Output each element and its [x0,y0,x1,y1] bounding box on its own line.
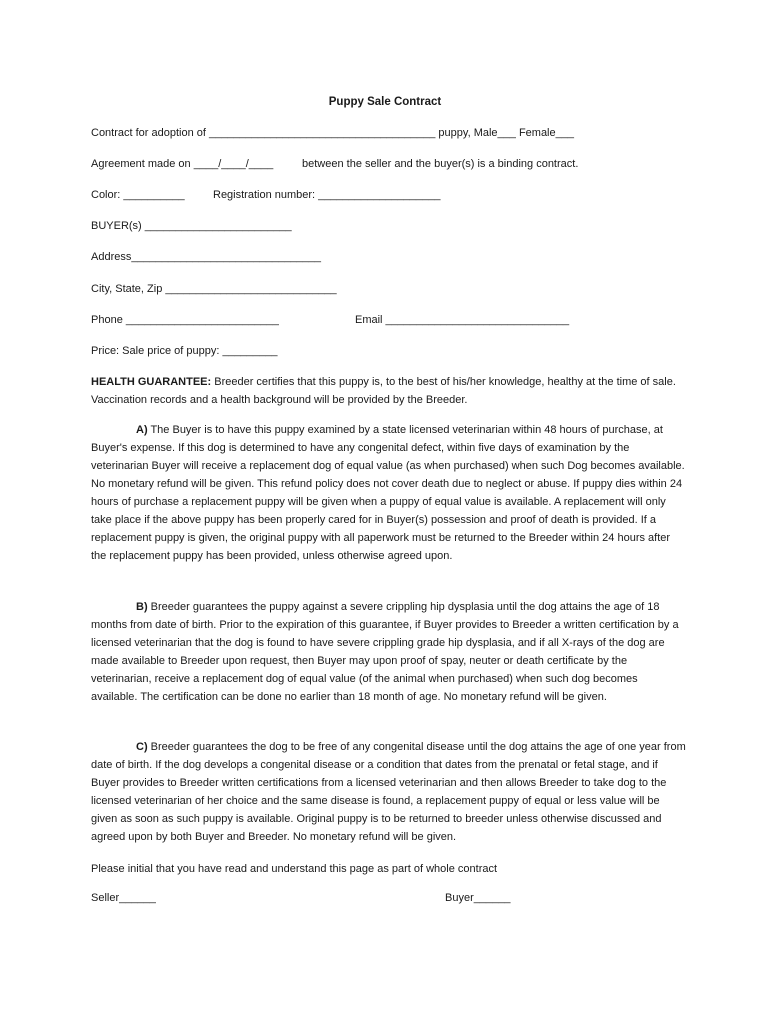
adoption-field[interactable]: Contract for adoption of _____________________________________ puppy, Male___ Female___ [91,127,574,139]
buyers-field[interactable]: BUYER(s) ________________________ [91,220,292,232]
health-guarantee-paragraph [91,373,687,409]
clause-b-text: Breeder guarantees the puppy against a severe crippling hip dysplasia until the dog attains the age of 18 months from date of birth. Prior to the expiration of this guarantee, if Buyer provides to Breeder a written certification by a licensed veterinarian that the dog is found to have severe crippling grade hip dysplasia, and if all X-rays of the dog are made available to Breeder upon request, then Buyer may upon proof of spay, neuter or death certificate by the veterinarian, receive a replacement dog of equal value (of the animal when purchased) when such dog becomes available. The certification can be done no earlier than 18 month of age. No monetary refund will be given. [91,601,679,703]
agreement-text: between the seller and the buyer(s) is a binding contract. [302,158,579,170]
initial-note: Please initial that you have read and understand this page as part of whole contract [91,863,498,875]
registration-field[interactable]: Registration number: ____________________ [213,189,441,201]
city-state-zip-field[interactable]: City, State, Zip ____________________________ [91,283,337,295]
clause-a-label: A) [136,424,148,436]
phone-field[interactable]: Phone _________________________ [91,314,279,326]
clause-a-text: The Buyer is to have this puppy examined by a state licensed veterinarian within 48 hours of purchase, at Buyer's expense. If this dog is determined to have any congenital defect, within five days of examination by the veterinarian Buyer will receive a replacement dog of equal value (as when purchased) when such Dog becomes available. No monetary refund will be given. This refund policy does not cover death due to neglect or abuse. If puppy dies within 24 hours of purchase a replacement puppy will be given when a puppy of equal value is available. A replacement will only take place if the above puppy has been properly cared for in Buyer(s) possession and proof of death is provided. If a replacement puppy is given, the original puppy with all paperwork must be returned to the Breeder within 24 hours after the replacement puppy has been provided, unless otherwise agreed upon. [91,424,685,562]
price-field[interactable]: Price: Sale price of puppy: _________ [91,345,278,357]
clause-c-text: Breeder guarantees the dog to be free of any congenital disease until the dog attains the age of one year from date of birth. If the dog develops a congenital disease or a condition that dates from the prenatal or fetal stage, and if Buyer provides to Breeder written certifications from a licensed veterinarian and then allows Breeder to take dog to the licensed veterinarian of her choice and the same disease is found, a replacement puppy of equal or less value will be given as soon as such puppy is available. Original puppy is to be returned to breeder unless otherwise discussed and agreed upon by both Buyer and Breeder. No monetary refund will be given. [91,741,686,843]
health-guarantee-heading: HEALTH GUARANTEE: [91,376,212,388]
email-field[interactable]: Email ______________________________ [355,314,570,326]
health-guarantee-text: Breeder certifies that this puppy is, to the best of his/her knowledge, healthy at the time of sale. Vaccination records and a health background will be provided by the Breeder. [91,376,676,406]
buyer-initial-field[interactable]: Buyer______ [445,892,511,904]
clause-b-label: B) [136,601,148,613]
page-title: Puppy Sale Contract [328,96,442,108]
seller-initial-field[interactable]: Seller______ [91,892,156,904]
color-field[interactable]: Color: __________ [91,189,185,201]
clause-a [91,421,687,565]
clause-b [91,598,687,706]
address-field[interactable]: Address_______________________________ [91,251,322,263]
clause-c-label: C) [136,741,148,753]
clause-c [91,738,687,846]
agreement-date-field[interactable]: Agreement made on ____/____/____ [91,158,274,170]
